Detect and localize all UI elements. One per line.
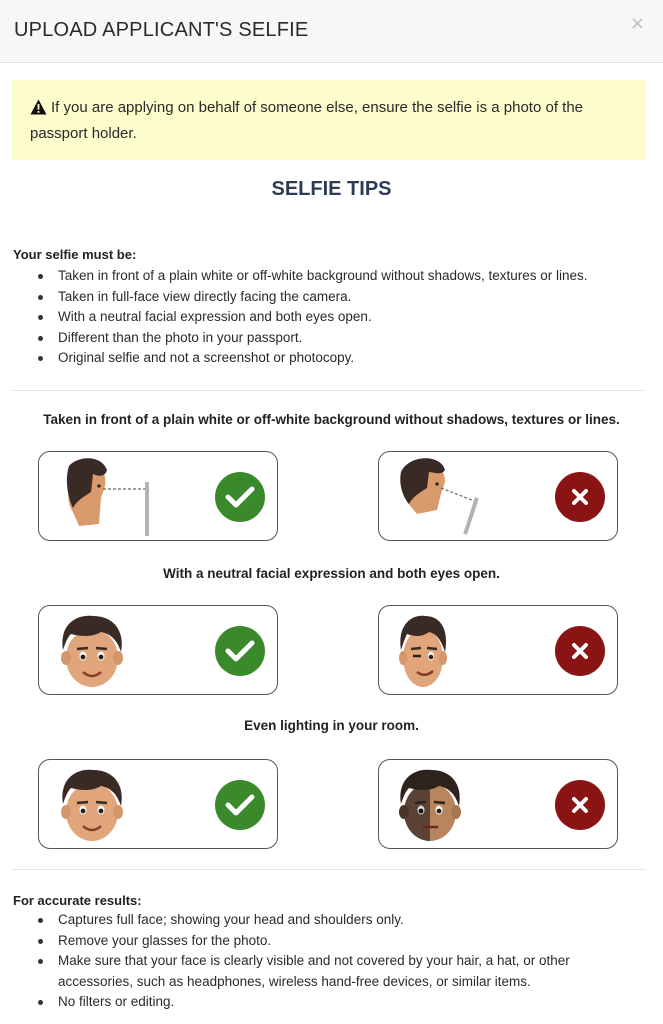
winking-face-illustration [379, 606, 519, 696]
example-bad-background [378, 451, 618, 541]
example-good-background [38, 451, 278, 541]
list-item: Remove your glasses for the photo. [36, 931, 618, 952]
list-item: Original selfie and not a screenshot or photocopy. [36, 348, 588, 369]
list-item: Taken in full-face view directly facing the camera. [36, 287, 588, 308]
warning-text: If you are applying on behalf of someone else, ensure the selfie is a photo of the passport holder. [30, 99, 584, 142]
check-icon [215, 626, 265, 676]
example-caption-lighting: Even lighting in your room. [244, 718, 419, 733]
example-bad-expression [378, 605, 618, 695]
warning-triangle-icon [30, 99, 47, 122]
list-item: Different than the photo in your passport. [36, 328, 588, 349]
half-shadowed-face-illustration [379, 760, 519, 850]
list-item: Taken in front of a plain white or off-white background without shadows, textures or lines. [36, 266, 588, 287]
example-bad-lighting [378, 759, 618, 849]
must-list [36, 266, 588, 369]
smiling-face-illustration [39, 606, 179, 696]
example-good-expression [38, 605, 278, 695]
example-caption-background: Taken in front of a plain white or off-white background without shadows, textures or lines. [43, 412, 620, 427]
warning-banner [12, 80, 646, 160]
list-item: With a neutral facial expression and both eyes open. [36, 307, 588, 328]
profile-face-tilted-illustration [379, 452, 519, 542]
accurate-heading: For accurate results: [13, 893, 142, 908]
check-icon [215, 472, 265, 522]
divider [12, 390, 646, 391]
check-icon [215, 780, 265, 830]
example-good-lighting [38, 759, 278, 849]
x-icon [555, 626, 605, 676]
list-item: Captures full face; showing your head and shoulders only. [36, 910, 618, 931]
selfie-tips-title: SELFIE TIPS [271, 178, 392, 200]
close-button[interactable]: × [629, 13, 645, 34]
profile-face-straight-illustration [39, 452, 179, 542]
must-heading: Your selfie must be: [13, 247, 137, 262]
x-icon [555, 780, 605, 830]
list-item: No filters or editing. [36, 992, 618, 1013]
x-icon [555, 472, 605, 522]
example-caption-expression: With a neutral facial expression and both eyes open. [163, 566, 500, 581]
divider [12, 869, 646, 870]
modal-title: UPLOAD APPLICANT'S SELFIE [14, 19, 309, 41]
list-item: Make sure that your face is clearly visible and not covered by your hair, a hat, or other accessories, such as headphones, wireless hand-free devices, or similar items. [36, 951, 618, 992]
evenly-lit-face-illustration [39, 760, 179, 850]
modal-header [0, 0, 663, 63]
accurate-list [36, 910, 618, 1013]
